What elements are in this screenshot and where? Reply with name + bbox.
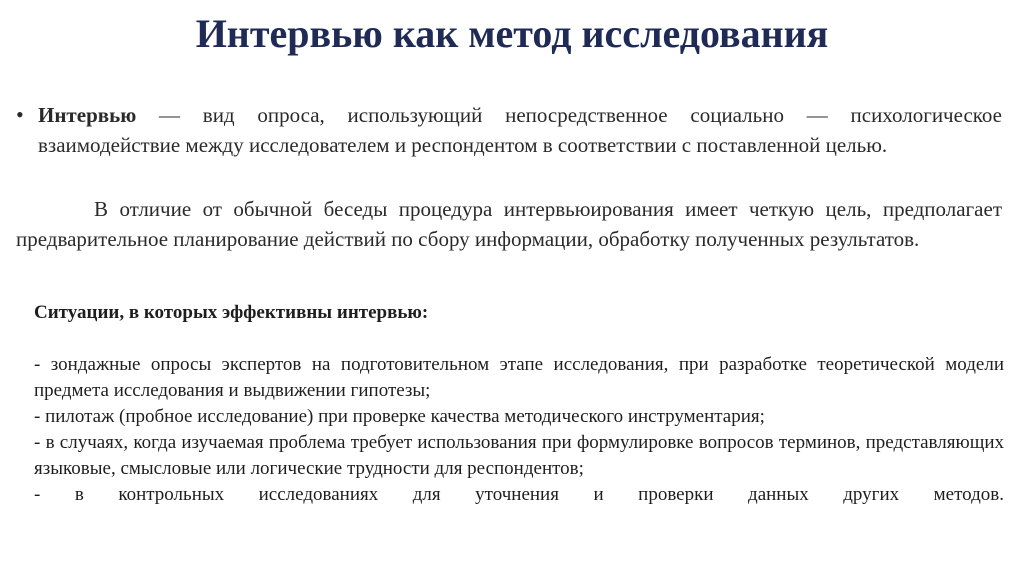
situations-section	[34, 300, 1004, 508]
situation-item: - пилотаж (пробное исследование) при проверке качества методического инструментария;	[34, 406, 765, 427]
situation-item: - в случаях, когда изучаемая проблема требует использования при формулировке вопросов терминов, представляющих языковые, смысловые или логические трудности для респондентов;	[34, 432, 1004, 479]
situation-item: - зондажные опросы экспертов на подготовительном этапе исследования, при разработке теоретической модели предмета исследования и выдвижении гипотезы;	[34, 354, 1004, 401]
definition-block	[16, 100, 1002, 160]
situations-heading: Ситуации, в которых эффективны интервью:	[34, 302, 429, 323]
definition-row	[16, 100, 1002, 160]
situation-item: - в контрольных исследованиях для уточнения и проверки данных других методов.	[34, 484, 1004, 505]
intro-paragraph: В отличие от обычной беседы процедура интервьюирования имеет четкую цель, предполагает предварительное планирование действий по сбору информации, обработку полученных результатов.	[16, 197, 1002, 251]
definition-term: Интервью	[38, 103, 137, 127]
definition-body: — вид опроса, использующий непосредственное социально — психологическое взаимодействие между исследователем и респондентом в соответствии с поставленной целью.	[38, 103, 1002, 157]
slide-title: Интервью как метод исследования	[195, 11, 829, 56]
definition-text	[38, 100, 1002, 160]
bullet-icon: •	[16, 102, 24, 127]
